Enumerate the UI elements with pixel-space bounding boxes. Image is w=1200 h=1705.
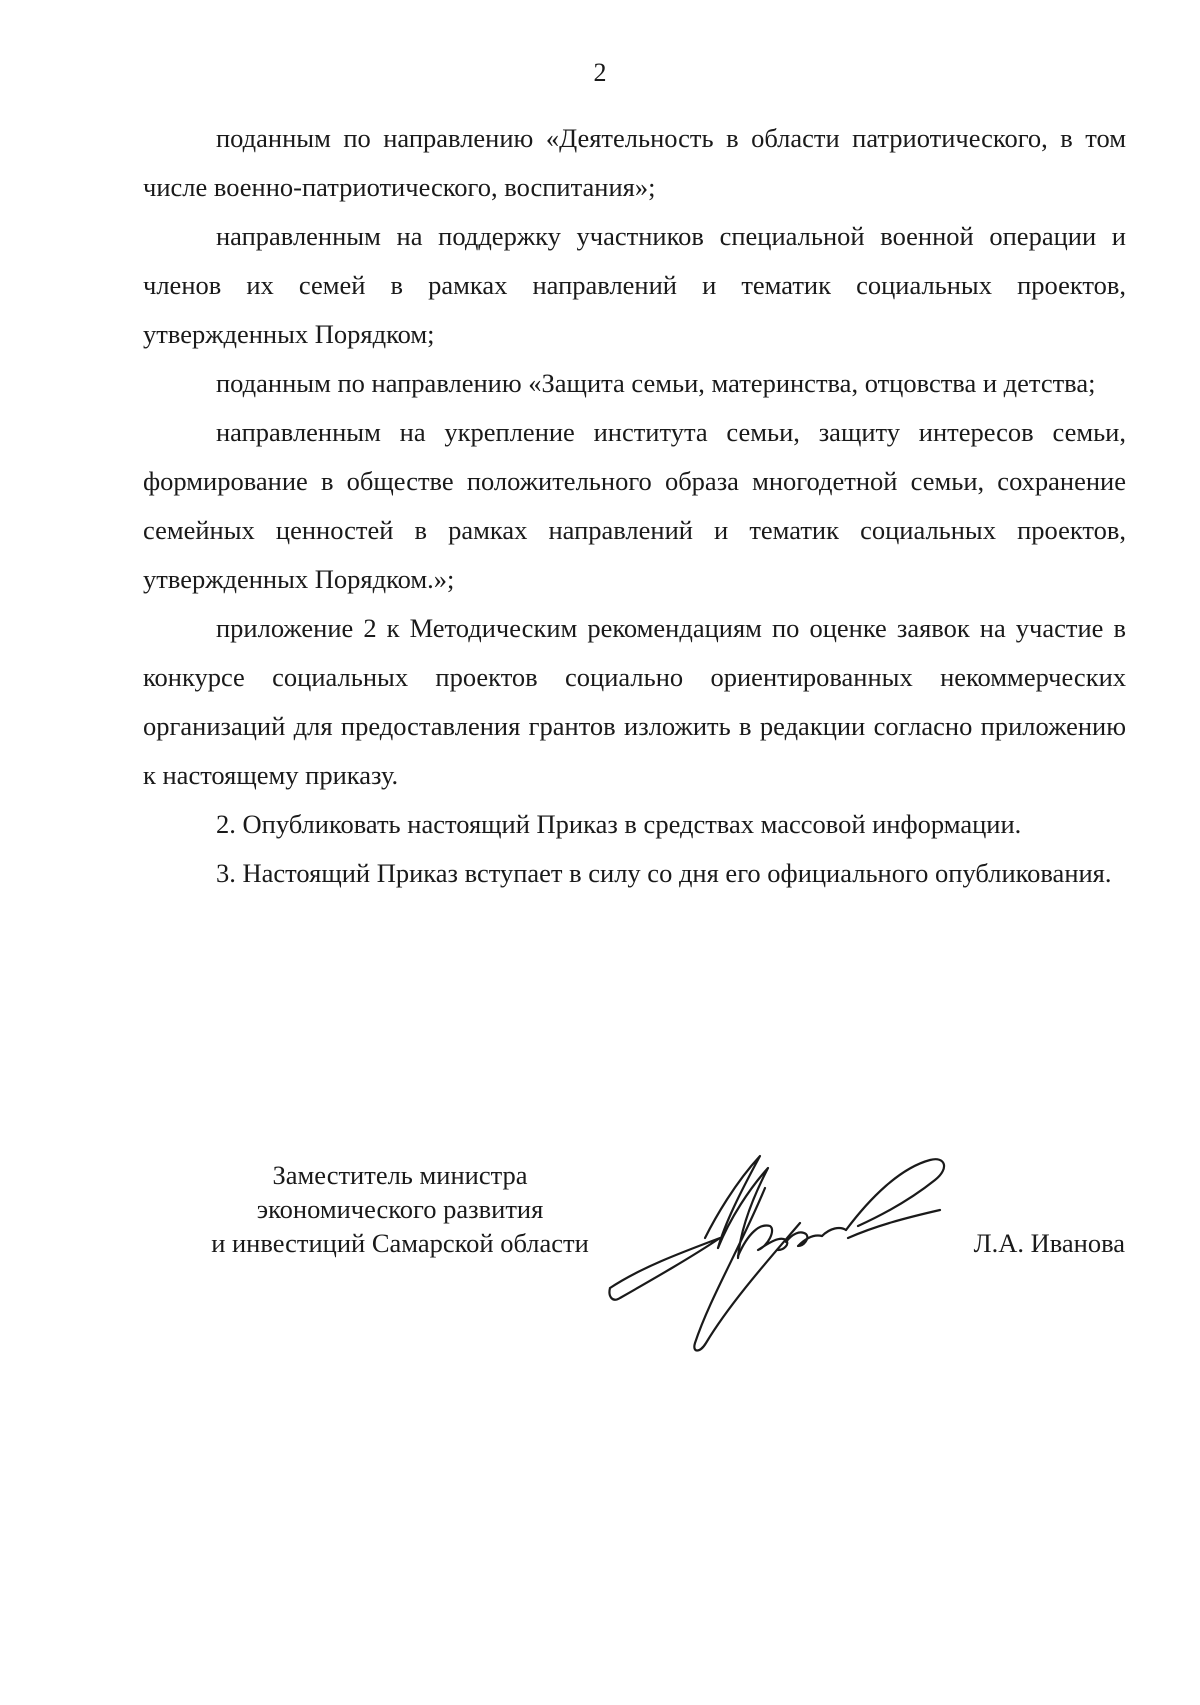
position-line: и инвестиций Самарской области: [211, 1228, 589, 1258]
paragraph-svo-support: направленным на поддержку участников специальной военной операции и членов их семей в рамках направлений и тематик социальных проектов, утвержденных Порядком;: [143, 221, 1126, 349]
page-number: 2: [593, 58, 607, 87]
paragraph-patriotic-direction: поданным по направлению «Деятельность в области патриотического, в том числе военно-патриотического, воспитания»;: [143, 123, 1126, 202]
handwritten-signature: [600, 1138, 960, 1358]
position-line: экономического развития: [256, 1194, 544, 1224]
paragraph-appendix-2: приложение 2 к Методическим рекомендациям по оценке заявок на участие в конкурсе социальных проектов социально ориентированных некоммерческих организаций для предоставления грантов изложить в редакции согласно приложению к настоящему приказу.: [143, 613, 1126, 790]
paragraph-family-institute: направленным на укрепление института семьи, защиту интересов семьи, формирование в обществе положительного образа многодетной семьи, сохранение семейных ценностей в рамках направлений и тематик социальных проектов, утвержденных Порядком.»;: [143, 417, 1126, 594]
paragraph-item-2-publish: 2. Опубликовать настоящий Приказ в средствах массовой информации.: [216, 809, 1022, 839]
paragraph-family-direction: поданным по направлению «Защита семьи, материнства, отцовства и детства;: [216, 368, 1096, 398]
paragraph-item-3-effective: 3. Настоящий Приказ вступает в силу со дня его официального опубликования.: [216, 858, 1112, 888]
position-line: Заместитель министра: [272, 1160, 528, 1190]
signer-name: Л.А. Иванова: [973, 1228, 1125, 1258]
signature-block: [0, 1158, 1200, 1378]
document-body: [143, 114, 1126, 898]
signer-position-title: [180, 1158, 620, 1260]
